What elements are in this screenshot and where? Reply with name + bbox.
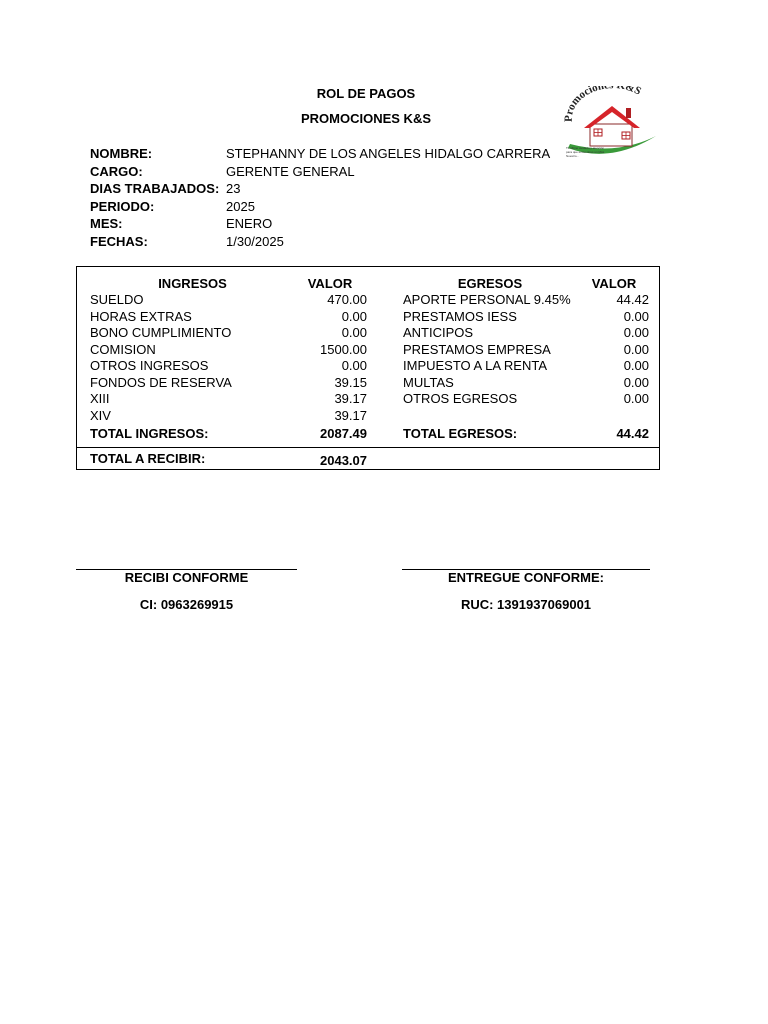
ingreso-value: 0.00 <box>341 358 367 373</box>
total-recibir-label: TOTAL A RECIBIR: <box>90 451 206 466</box>
total-egresos-label: TOTAL EGRESOS: <box>403 426 518 441</box>
ingreso-label: SUELDO <box>90 292 144 307</box>
egresos-header: EGRESOS <box>457 276 523 291</box>
ingresos-valor-header: VALOR <box>307 276 353 291</box>
total-ingresos-label: TOTAL INGRESOS: <box>90 426 209 441</box>
period-label: PERIODO: <box>90 199 155 214</box>
egresos-valor-header: VALOR <box>591 276 637 291</box>
ingreso-value: 0.00 <box>341 309 367 324</box>
svg-text:Promociones K&S: Promocion &S <box>562 86 644 123</box>
days-worked-label: DIAS TRABAJADOS: <box>90 181 220 196</box>
delivered-conformity-label: ENTREGUE CONFORME: <box>448 570 604 585</box>
egreso-label: PRESTAMOS IESS <box>403 309 517 324</box>
employee-name-label: NOMBRE: <box>90 146 153 161</box>
ingreso-label: FONDOS DE RESERVA <box>90 375 232 390</box>
ingreso-label: HORAS EXTRAS <box>90 309 192 324</box>
egreso-value: 0.00 <box>623 375 649 390</box>
total-recibir-value: 2043.07 <box>320 453 367 468</box>
egreso-label: PRESTAMOS EMPRESA <box>403 342 551 357</box>
table-divider <box>77 447 659 448</box>
egreso-label: IMPUESTO A LA RENTA <box>403 358 548 373</box>
total-egresos-value: 44.42 <box>616 426 649 441</box>
egreso-label: ANTICIPOS <box>403 325 474 340</box>
ingreso-label: COMISION <box>90 342 156 357</box>
month-label: MES: <box>90 216 123 231</box>
ingreso-value: 0.00 <box>341 325 367 340</box>
ingreso-value: 39.17 <box>334 391 367 406</box>
ingreso-label: BONO CUMPLIMIENTO <box>90 325 232 340</box>
company-name: PROMOCIONES K&S <box>300 111 431 126</box>
egreso-value: 0.00 <box>623 342 649 357</box>
employee-position-value: GERENTE GENERAL <box>226 164 355 179</box>
date-label: FECHAS: <box>90 234 148 249</box>
days-worked-value: 23 <box>226 181 241 196</box>
month-value: ENERO <box>226 216 273 231</box>
egreso-value: 0.00 <box>623 325 649 340</box>
employee-name-value: STEPHANNY DE LOS ANGELES HIDALGO CARRERA <box>226 146 551 161</box>
company-ruc: RUC: 1391937069001 <box>460 597 592 612</box>
employee-position-label: CARGO: <box>90 164 143 179</box>
ingreso-value: 1500.00 <box>320 342 367 357</box>
document-title: ROL DE PAGOS <box>316 86 416 101</box>
egreso-label: MULTAS <box>403 375 454 390</box>
logo-slogan: Tu último cuidado y atención para que encuentres un Más Nuestro... <box>566 146 605 158</box>
egreso-value: 0.00 <box>623 391 649 406</box>
ingresos-header: INGRESOS <box>158 276 227 291</box>
egreso-value: 0.00 <box>623 309 649 324</box>
egreso-label: APORTE PERSONAL 9.45% <box>403 292 571 307</box>
date-value: 1/30/2025 <box>226 234 284 249</box>
received-conformity-label: RECIBI CONFORME <box>124 570 249 585</box>
ingreso-value: 39.17 <box>334 408 367 423</box>
period-value: 2025 <box>226 199 255 214</box>
ingreso-label: XIV <box>90 408 111 423</box>
total-ingresos-value: 2087.49 <box>320 426 367 441</box>
ingreso-label: XIII <box>90 391 110 406</box>
egreso-value: 0.00 <box>623 358 649 373</box>
ingreso-label: OTROS INGRESOS <box>90 358 209 373</box>
employee-id: CI: 0963269915 <box>139 597 234 612</box>
egreso-label: OTROS EGRESOS <box>403 391 518 406</box>
ingreso-value: 39.15 <box>334 375 367 390</box>
egreso-value: 44.42 <box>616 292 649 307</box>
ingreso-value: 470.00 <box>327 292 367 307</box>
